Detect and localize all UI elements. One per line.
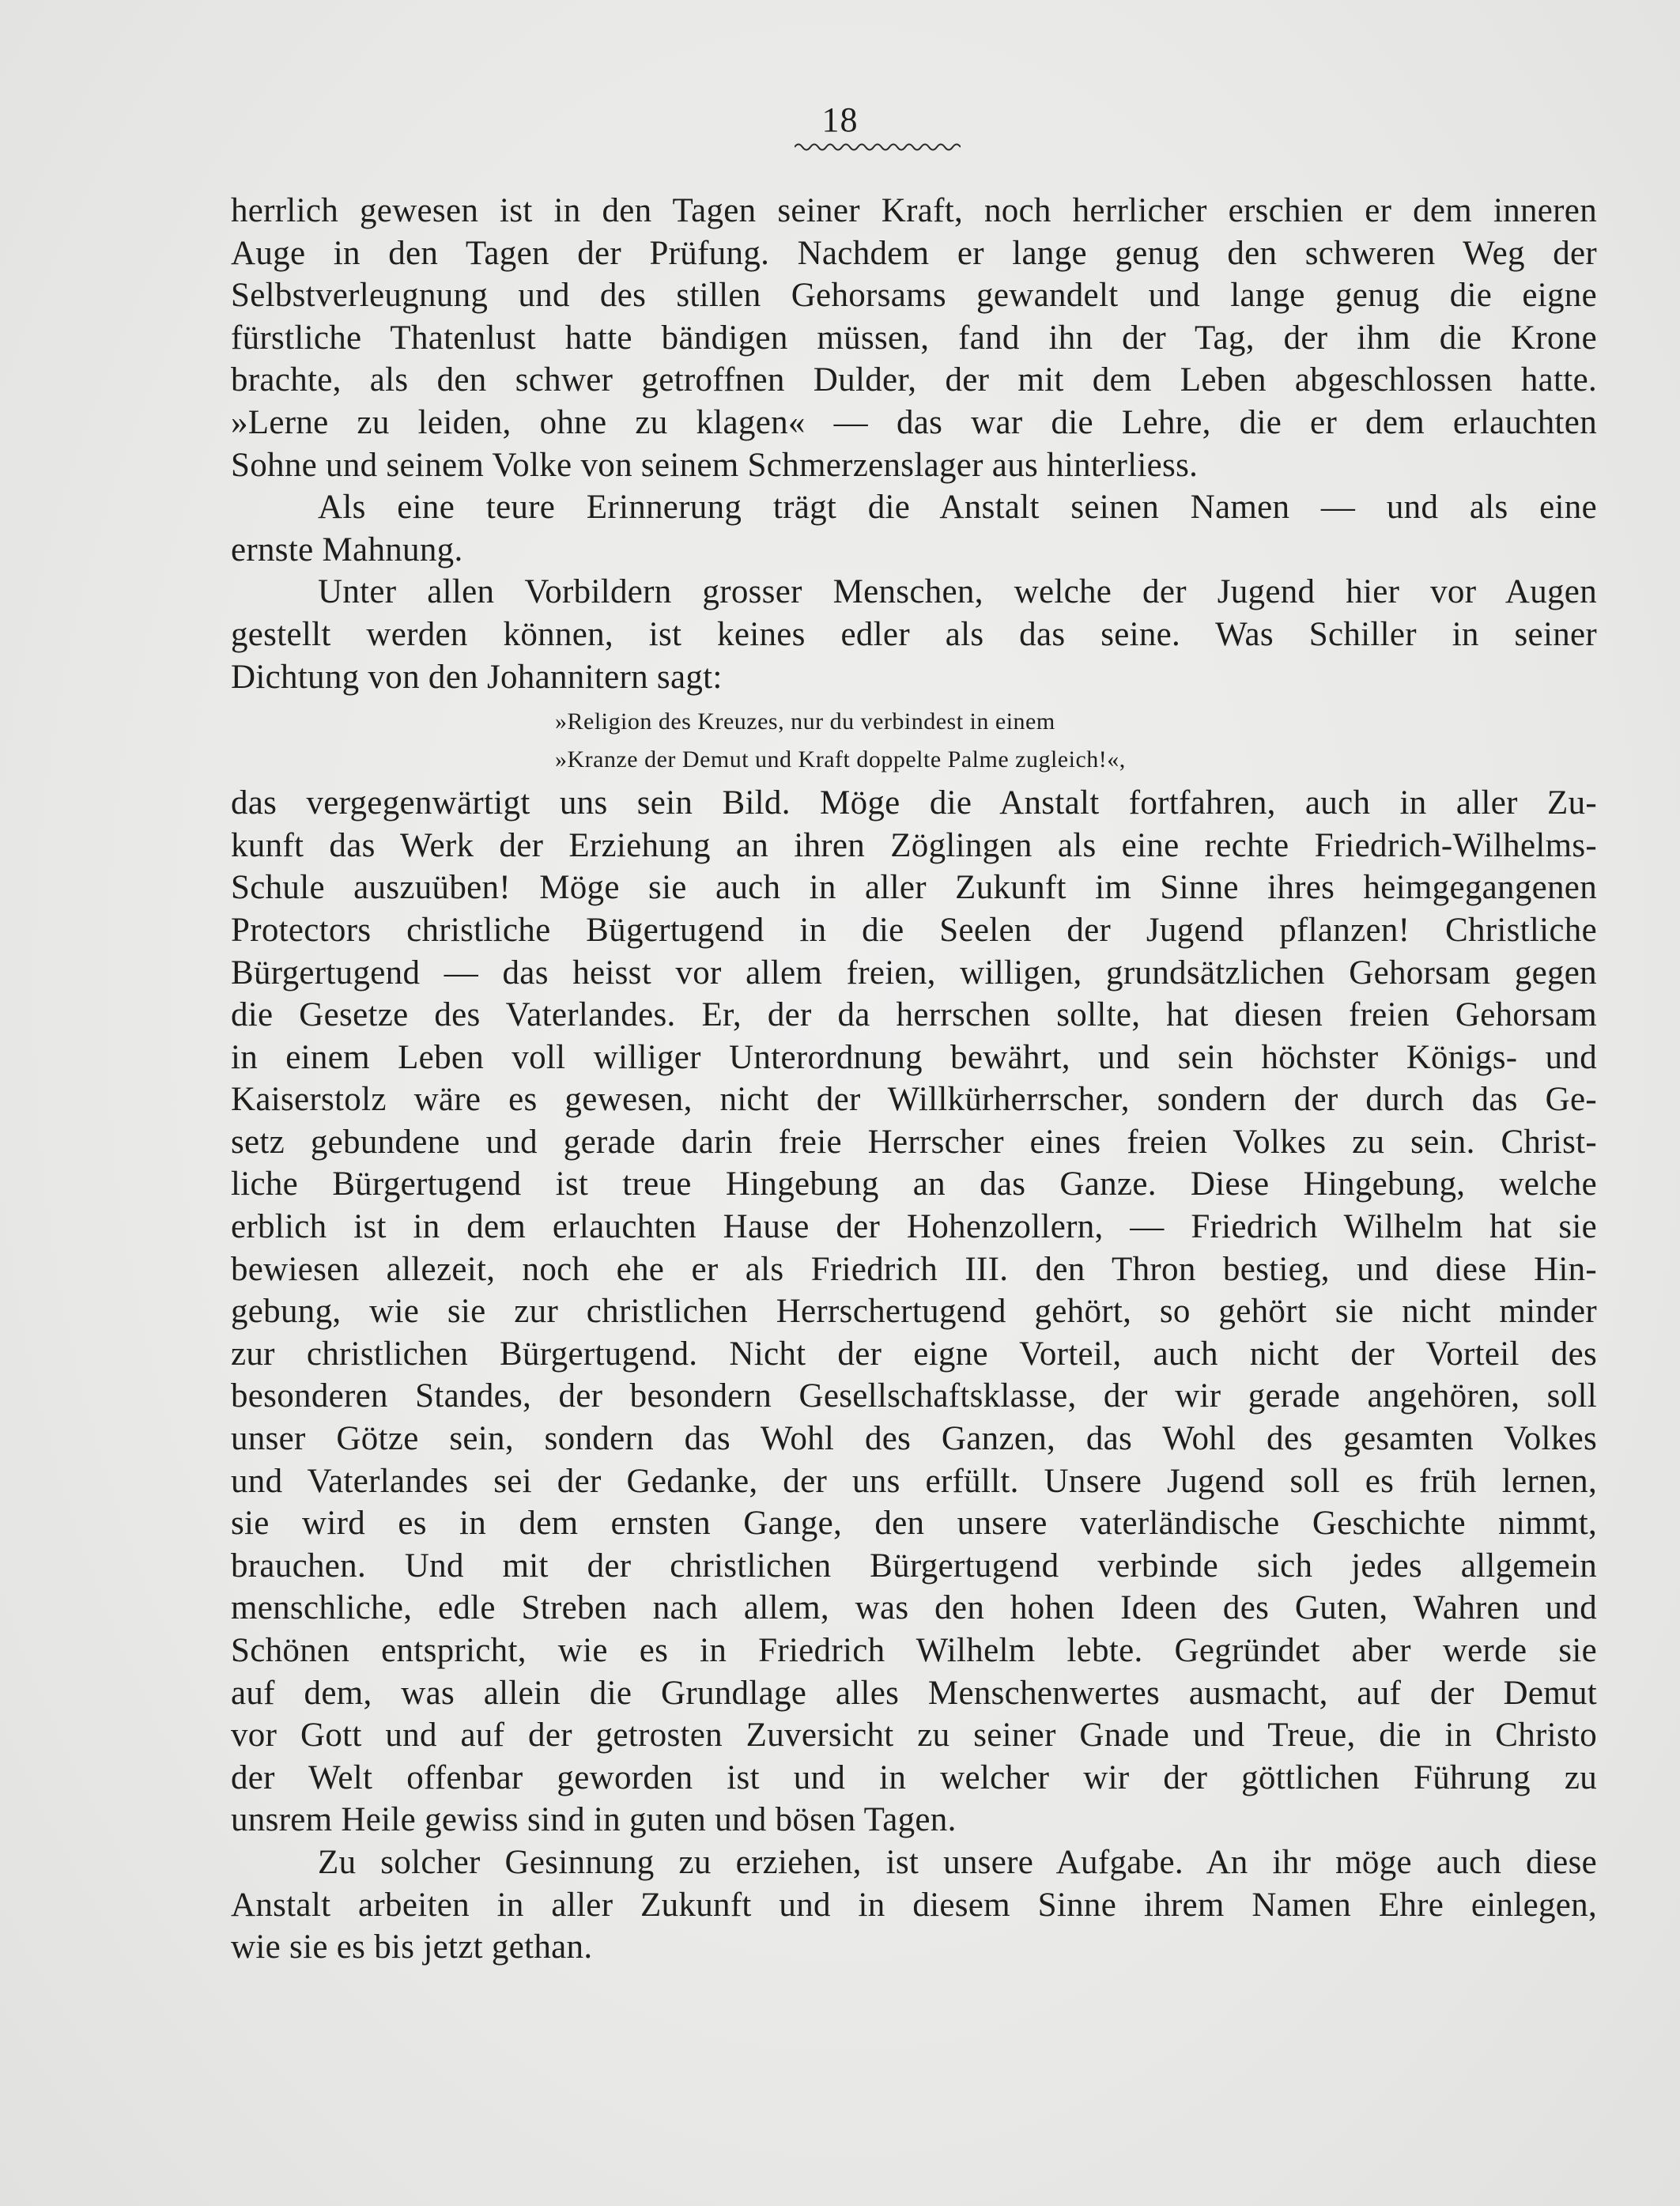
text-line: Protectors christliche Bügertugend in die Seelen der Jugend pflanzen! Christliche [231,911,1597,949]
text-line: herrlich gewesen ist in den Tagen seiner Kraft, noch herrlicher erschien er dem inneren [231,192,1597,229]
schiller-quote [231,703,1597,779]
text-line: »Lerne zu leiden, ohne zu klagen« — das war die Lehre, die er dem erlauchten [231,403,1597,441]
text-line: und Vaterlandes sei der Gedanke, der uns erfüllt. Unsere Jugend soll es früh lernen, [231,1462,1597,1500]
text-line: menschliche, edle Streben nach allem, was den hohen Ideen des Guten, Wahren und [231,1589,1597,1627]
text-line: Unter allen Vorbildern grosser Menschen, welche der Jugend hier vor Augen [318,573,1597,611]
text-line: Zu solcher Gesinnung zu erziehen, ist unsere Aufgabe. An ihr möge auch diese [318,1843,1597,1881]
paragraph [231,486,1597,571]
paragraph [231,1841,1597,1969]
text-line: gebung, wie sie zur christlichen Herrschertugend gehört, so gehört sie nicht minder [231,1293,1597,1331]
wavy-rule-ornament [795,141,961,153]
text-line: fürstliche Thatenlust hatte bändigen müssen, fand ihn der Tag, der ihm die Krone [231,319,1597,357]
text-line: Schule auszuüben! Möge sie auch in aller Zukunft im Sinne ihres heimgegangenen [231,869,1597,907]
body-text [231,190,1597,1969]
text-line: brachte, als den schwer getroffnen Dulder, der mit dem Leben abgeschlossen hatte. [231,361,1597,399]
quote-line: »Religion des Kreuzes, nur du verbindest in einem [555,708,1055,735]
text-line: Selbstverleugnung und des stillen Gehorsams gewandelt und lange genug die eigne [231,277,1597,315]
text-line: Schönen entspricht, wie es in Friedrich Wilhelm lebte. Gegründet aber werde sie [231,1632,1597,1669]
quote-line: »Kranze der Demut und Kraft doppelte Palme zugleich!«, [555,746,1126,773]
text-line: Dichtung von den Johannitern sagt: [231,658,723,696]
text-line: Auge in den Tagen der Prüfung. Nachdem er lange genug den schweren Weg der [231,234,1597,272]
text-line: unsrem Heile gewiss sind in guten und bösen Tagen. [231,1801,957,1839]
text-line: vor Gott und auf der getrosten Zuversicht zu seiner Gnade und Treue, die in Christo [231,1717,1597,1755]
page-number: 18 [821,100,859,139]
paragraph [231,782,1597,1841]
text-line: in einem Leben voll williger Unterordnung bewährt, und sein höchster Königs- und [231,1038,1597,1076]
text-line: unser Götze sein, sondern das Wohl des Ganzen, das Wohl des gesamten Volkes [231,1420,1597,1458]
text-line: Bürgertugend — das heisst vor allem freien, willigen, grundsätzlichen Gehorsam gegen [231,954,1597,992]
text-line: setz gebundene und gerade darin freie Herrscher eines freien Volkes zu sein. Christ- [231,1123,1597,1161]
text-line: sie wird es in dem ernsten Gange, den unsere vaterländische Geschichte nimmt, [231,1505,1597,1543]
text-line: der Welt offenbar geworden ist und in welcher wir der göttlichen Führung zu [231,1758,1597,1796]
text-line: kunft das Werk der Erziehung an ihren Zöglingen als eine rechte Friedrich-Wilhelms- [231,826,1597,864]
text-line: Sohne und seinem Volke von seinem Schmerzenslager aus hinterliess. [231,446,1199,484]
text-line: Kaiserstolz wäre es gewesen, nicht der Willkürherrscher, sondern der durch das Ge- [231,1081,1597,1119]
text-line: besonderen Standes, der besondern Gesellschaftsklasse, der wir gerade angehören, soll [231,1377,1597,1415]
text-line: ernste Mahnung. [231,531,463,568]
text-line: liche Bürgertugend ist treue Hingebung an das Ganze. Diese Hingebung, welche [231,1165,1597,1203]
text-line: wie sie es bis jetzt gethan. [231,1928,593,1966]
text-line: auf dem, was allein die Grundlage alles Menschenwertes ausmacht, auf der Demut [231,1674,1597,1712]
text-line: Anstalt arbeiten in aller Zukunft und in diesem Sinne ihrem Namen Ehre einlegen, [231,1886,1597,1924]
paragraph [231,190,1597,486]
text-line: Als eine teure Erinnerung trägt die Anstalt seinen Namen — und als eine [318,489,1597,527]
text-line: das vergegenwärtigt uns sein Bild. Möge die Anstalt fortfahren, auch in aller Zu- [231,784,1597,822]
text-line: gestellt werden können, ist keines edler als das seine. Was Schiller in seiner [231,615,1597,653]
text-line: erblich ist in dem erlauchten Hause der Hohenzollern, — Friedrich Wilhelm hat sie [231,1208,1597,1246]
text-line: zur christlichen Bürgertugend. Nicht der eigne Vorteil, auch nicht der Vorteil des [231,1335,1597,1373]
text-line: die Gesetze des Vaterlandes. Er, der da herrschen sollte, hat diesen freien Gehorsam [231,996,1597,1034]
page-header [0,100,1680,139]
text-line: brauchen. Und mit der christlichen Bürgertugend verbinde sich jedes allgemein [231,1547,1597,1585]
text-line: bewiesen allezeit, noch ehe er als Friedrich III. den Thron bestieg, und diese Hin- [231,1250,1597,1288]
paragraph [231,571,1597,698]
